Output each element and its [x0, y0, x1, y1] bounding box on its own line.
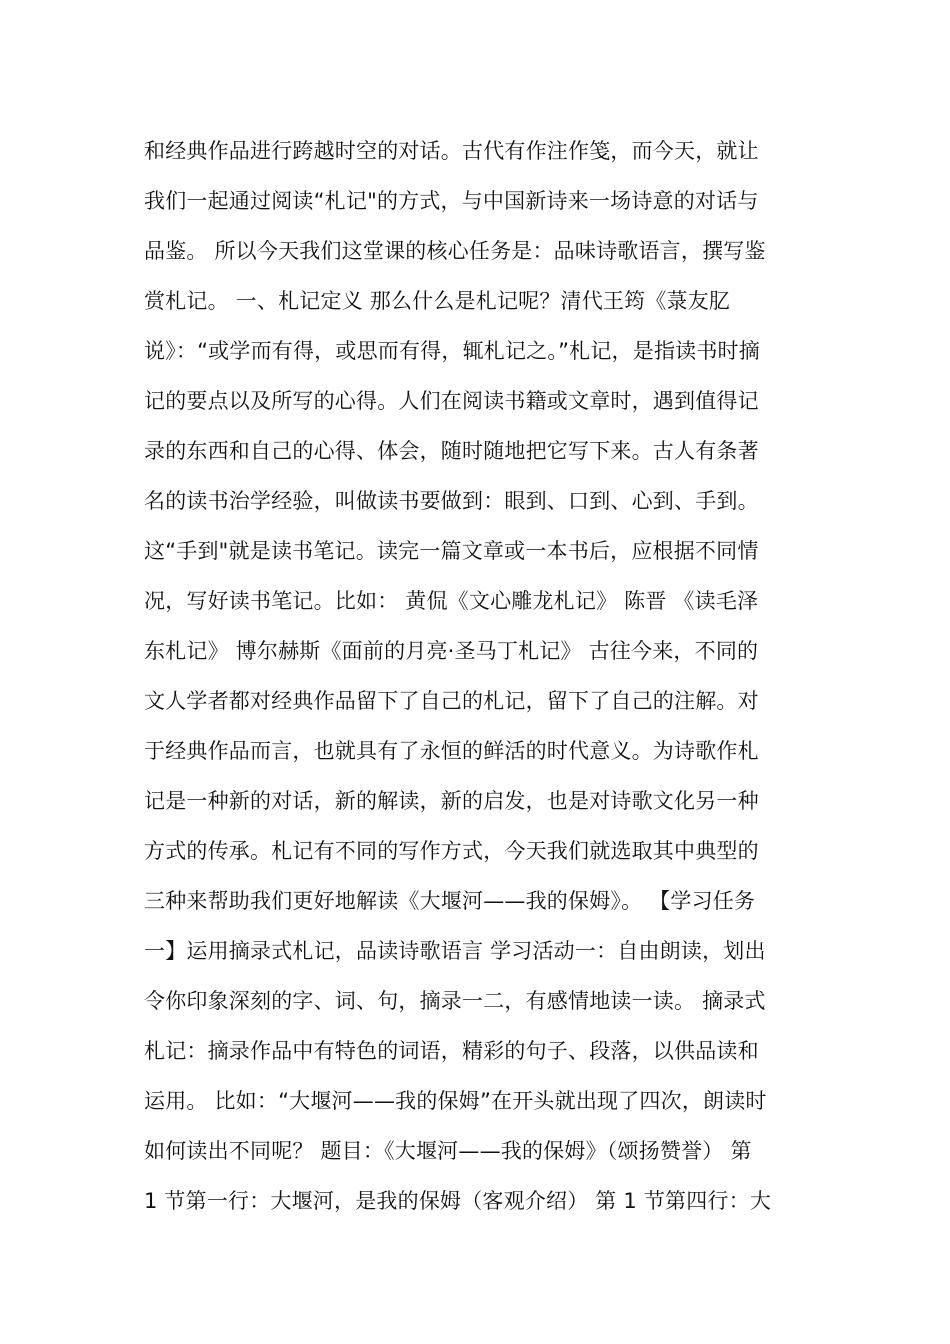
- text-line: 东札记》 博尔赫斯《面前的月亮·圣马丁札记》 古往今来，不同的: [144, 639, 759, 663]
- text-line: 记的要点以及所写的心得。人们在阅读书籍或文章时，遇到值得记: [144, 389, 759, 413]
- text-line: 赏札记。 一、札记定义 那么什么是札记呢？清代王筠《菉友肊: [144, 289, 731, 313]
- text-line: 令你印象深刻的字、词、句，摘录一二，有感情地读一读。 摘录式: [144, 989, 766, 1013]
- text-line: 况，写好读书笔记。比如： 黄侃《文心雕龙札记》 陈晋 《读毛泽: [144, 589, 759, 613]
- text-line: 1 节第一行：大堰河，是我的保姆（客观介绍） 第 1 节第四行：大: [144, 1189, 772, 1213]
- text-line: 文人学者都对经典作品留下了自己的札记，留下了自己的注解。对: [144, 689, 759, 713]
- text-line: 记是一种新的对话，新的解读，新的启发，也是对诗歌文化另一种: [144, 789, 759, 813]
- text-line: 我们一起通过阅读“札记"的方式，与中国新诗来一场诗意的对话与: [144, 189, 759, 213]
- text-line: 说》：“或学而有得，或思而有得，辄札记之。”札记，是指读书时摘: [144, 339, 760, 363]
- text-line: 这“手到"就是读书笔记。读完一篇文章或一本书后，应根据不同情: [144, 539, 759, 563]
- text-line: 于经典作品而言，也就具有了永恒的鲜活的时代意义。为诗歌作札: [144, 739, 759, 763]
- text-line: 品鉴。 所以今天我们这堂课的核心任务是：品味诗歌语言，撰写鉴: [144, 239, 766, 263]
- text-line: 札记：摘录作品中有特色的词语，精彩的句子、段落，以供品读和: [144, 1039, 759, 1063]
- text-line: 三种来帮助我们更好地解读《大堰河——我的保姆》。 【学习任务: [144, 889, 756, 913]
- text-line: 名的读书治学经验，叫做读书要做到：眼到、口到、心到、手到。: [144, 489, 759, 513]
- body-text: [144, 126, 814, 1226]
- text-line: 方式的传承。札记有不同的写作方式，今天我们就选取其中典型的: [144, 839, 759, 863]
- text-line: 如何读出不同呢？ 题目：《大堰河——我的保姆》（颂扬赞誉） 第: [144, 1139, 752, 1163]
- text-line: 运用。 比如：“大堰河——我的保姆”在开头就出现了四次，朗读时: [144, 1089, 767, 1113]
- text-line: 一】运用摘录式札记，品读诗歌语言 学习活动一：自由朗读，划出: [144, 939, 766, 963]
- text-line: 录的东西和自己的心得、体会，随时随地把它写下来。古人有条著: [144, 439, 759, 463]
- text-line: 和经典作品进行跨越时空的对话。古代有作注作笺，而今天，就让: [144, 139, 759, 163]
